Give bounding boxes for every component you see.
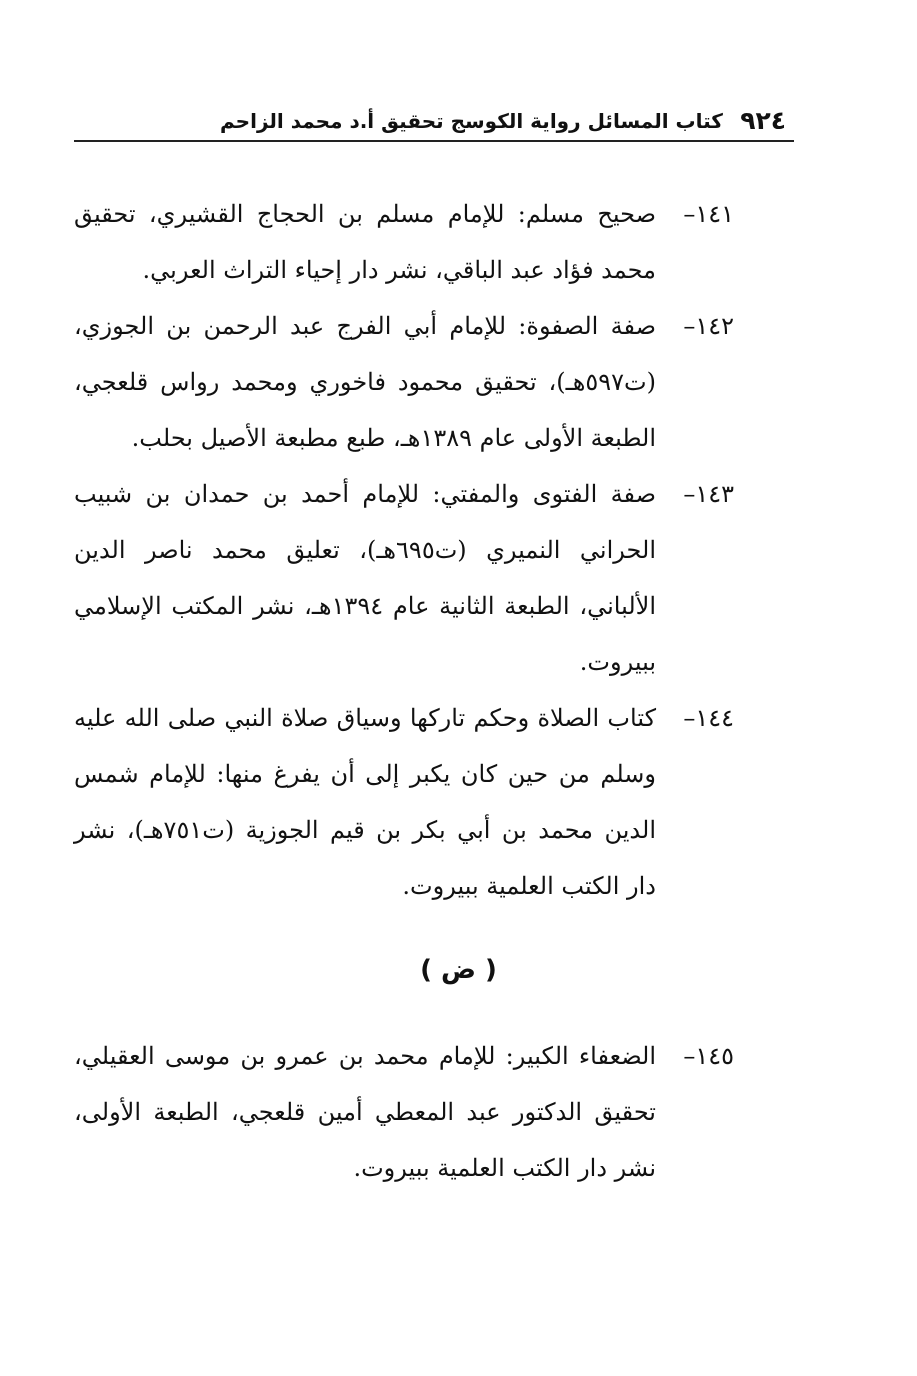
entry-number: ١٤٤– bbox=[683, 704, 734, 732]
bibliography-entry-142 bbox=[74, 298, 734, 466]
running-header bbox=[74, 96, 794, 136]
entry-text: صحيح مسلم: للإمام مسلم بن الحجاج القشيري، تحقيق محمد فؤاد عبد الباقي، نشر دار إحياء التراث العربي. bbox=[74, 200, 656, 284]
entry-text: صفة الفتوى والمفتي: للإمام أحمد بن حمدان بن شبيب الحراني النميري (ت٦٩٥هـ)، تعليق محمد ناصر الدين الألباني، الطبعة الثانية عام ١٣٩٤هـ، نشر المكتب الإسلامي ببيروت. bbox=[74, 480, 656, 676]
bibliography-entry-145 bbox=[74, 1028, 734, 1196]
entry-number: ١٤٣– bbox=[683, 480, 734, 508]
header-divider bbox=[74, 140, 794, 142]
entry-text: الضعفاء الكبير: للإمام محمد بن عمرو بن موسى العقيلي، تحقيق الدكتور عبد المعطي أمين قلعجي، الطبعة الأولى، نشر دار الكتب العلمية ببيروت. bbox=[74, 1042, 656, 1182]
section-heading-dad: ( ض ) bbox=[420, 955, 497, 985]
bibliography-list bbox=[74, 186, 734, 914]
bibliography-entry-144 bbox=[74, 690, 734, 914]
entry-number: ١٤١– bbox=[683, 200, 734, 228]
page-number: ٩٢٤ bbox=[740, 106, 786, 135]
bibliography-entry-141 bbox=[74, 186, 734, 298]
bibliography-list-dad bbox=[74, 1028, 734, 1196]
bibliography-entry-143 bbox=[74, 466, 734, 690]
entry-number: ١٤٥– bbox=[683, 1042, 734, 1070]
entry-text: صفة الصفوة: للإمام أبي الفرج عبد الرحمن بن الجوزي، (ت٥٩٧هـ)، تحقيق محمود فاخوري ومحمد رواس قلعجي، الطبعة الأولى عام ١٣٨٩هـ، طبع مطبعة الأصيل بحلب. bbox=[74, 312, 656, 452]
running-header-title: كتاب المسائل رواية الكوسج تحقيق أ.د محمد الزاحم bbox=[220, 109, 723, 133]
entry-text: كتاب الصلاة وحكم تاركها وسياق صلاة النبي صلى الله عليه وسلم من حين كان يكبر إلى أن يفرغ منها: للإمام شمس الدين محمد بن أبي بكر بن قيم الجوزية (ت٧٥١هـ)، نشر دار الكتب العلمية ببيروت. bbox=[74, 704, 656, 900]
entry-number: ١٤٢– bbox=[683, 312, 734, 340]
